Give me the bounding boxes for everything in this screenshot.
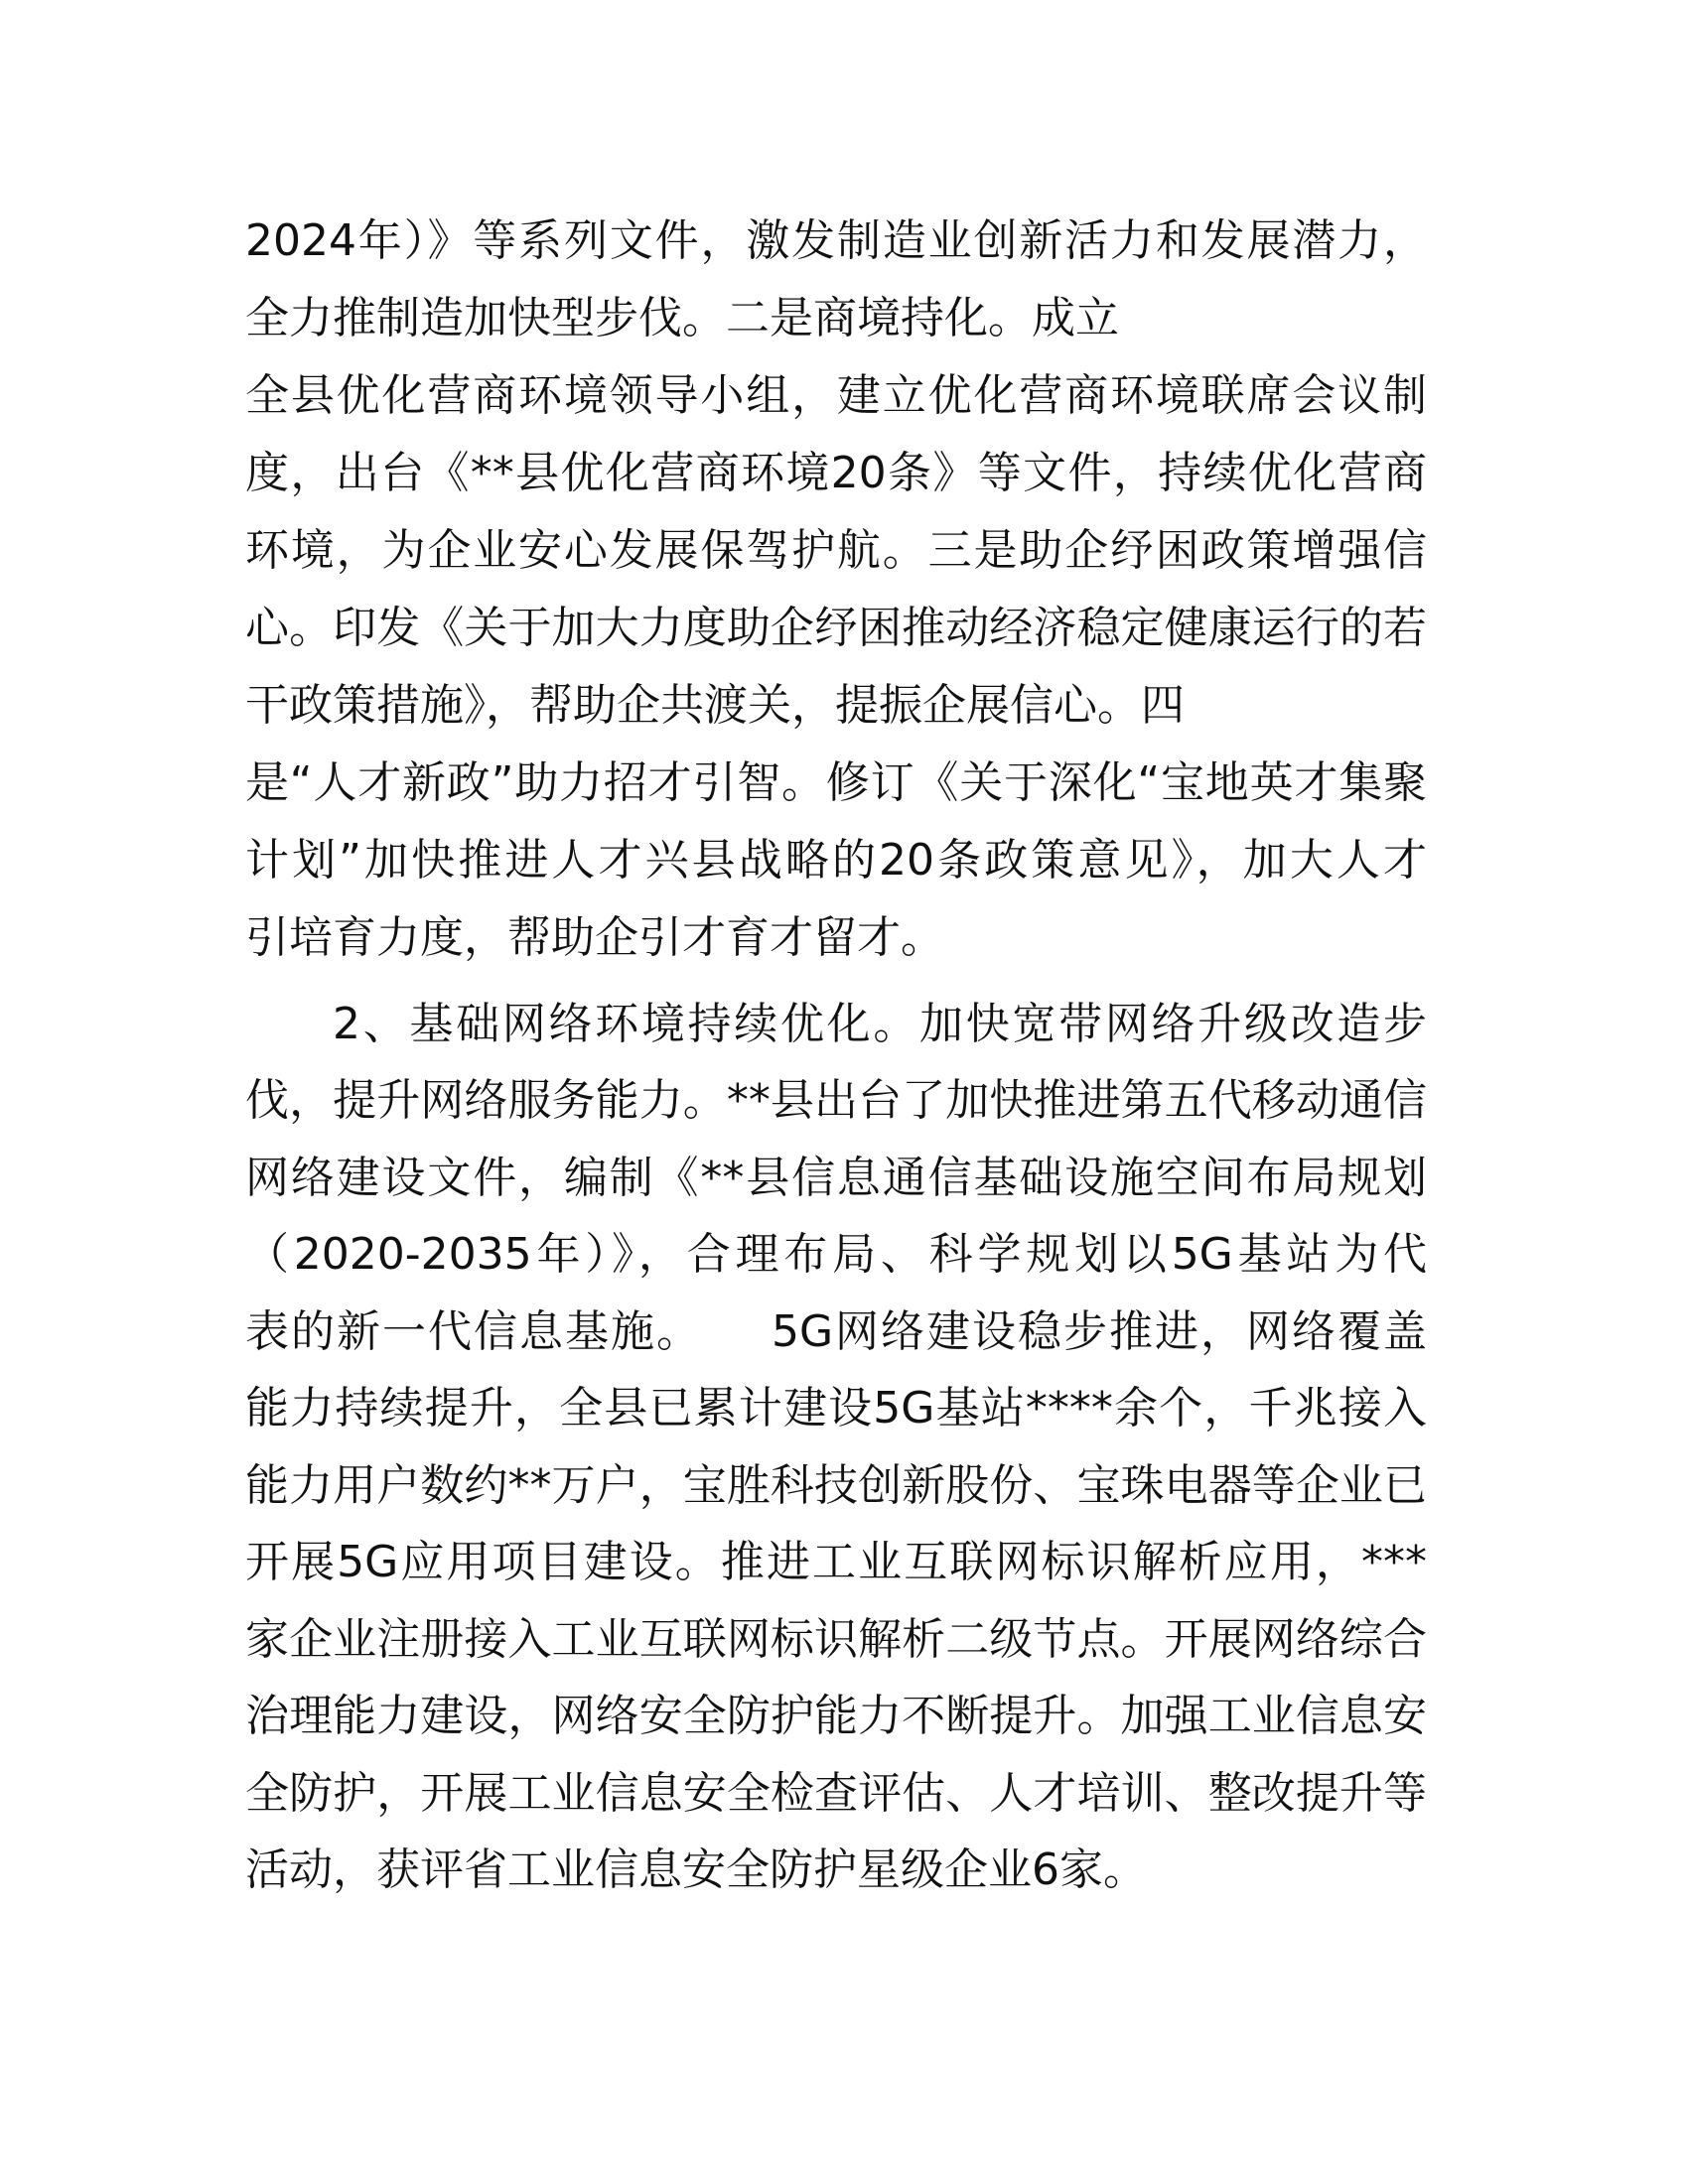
text-line: 干政策措施》，帮助企共渡关，提振企展信心。四 [245, 680, 1185, 731]
text-line: 家企业注册接入工业互联网标识解析二级节点。开展网络综合 [245, 1614, 1427, 1665]
text-line: 引培育力度，帮助企引才育才留才。 [245, 912, 944, 963]
text-line: 伐，提升网络服务能力。**县出台了加快推进第五代移动通信 [245, 1075, 1427, 1126]
text-line: 全县优化营商环境领导小组，建立优化营商环境联席会议制 [245, 370, 1427, 421]
text-line: 心。印发《关于加大力度助企纾困推动经济稳定健康运行的若 [245, 603, 1427, 653]
text-line: 活动，获评省工业信息安全防护星级企业6家。 [245, 1844, 1147, 1895]
text-line: 能力持续提升，全县已累计建设5G基站****余个，千兆接入 [245, 1383, 1427, 1433]
text-line: 表的新一代信息基施。 5G网络建设稳步推进，网络覆盖 [245, 1306, 1427, 1357]
text-line: 网络建设文件，编制《**县信息通信基础设施空间布局规划 [245, 1153, 1427, 1203]
text-line: 治理能力建设，网络安全防护能力不断提升。加强工业信息安 [245, 1691, 1427, 1741]
text-line: 开展5G应用项目建设。推进工业互联网标识解析应用，*** [245, 1537, 1427, 1587]
text-line: 环境，为企业安心发展保驾护航。三是助企纾困政策增强信 [245, 525, 1427, 576]
text-line: 计划”加快推进人才兴县战略的20条政策意见》，加大人才 [245, 835, 1427, 886]
text-line: 是“人才新政”助力招才引智。修订《关于深化“宝地英才集聚 [245, 757, 1427, 808]
text-line: 2、基础网络环境持续优化。加快宽带网络升级改造步 [333, 999, 1427, 1049]
text-line: （2020-2035年）》，合理布局、科学规划以5G基站为代 [245, 1229, 1427, 1280]
text-line: 能力用户数约**万户，宝胜科技创新股份、宝珠电器等企业已 [245, 1460, 1427, 1511]
text-line: 2024年）》等系列文件，激发制造业创新活力和发展潜力， [245, 215, 1427, 266]
text-line: 全防护，开展工业信息安全检查评估、人才培训、整改提升等 [245, 1768, 1427, 1819]
text-line: 度，出台《**县优化营商环境20条》等文件，持续优化营商 [245, 448, 1427, 498]
text-line: 全力推制造加快型步伐。二是商境持化。成立 [245, 293, 1119, 343]
